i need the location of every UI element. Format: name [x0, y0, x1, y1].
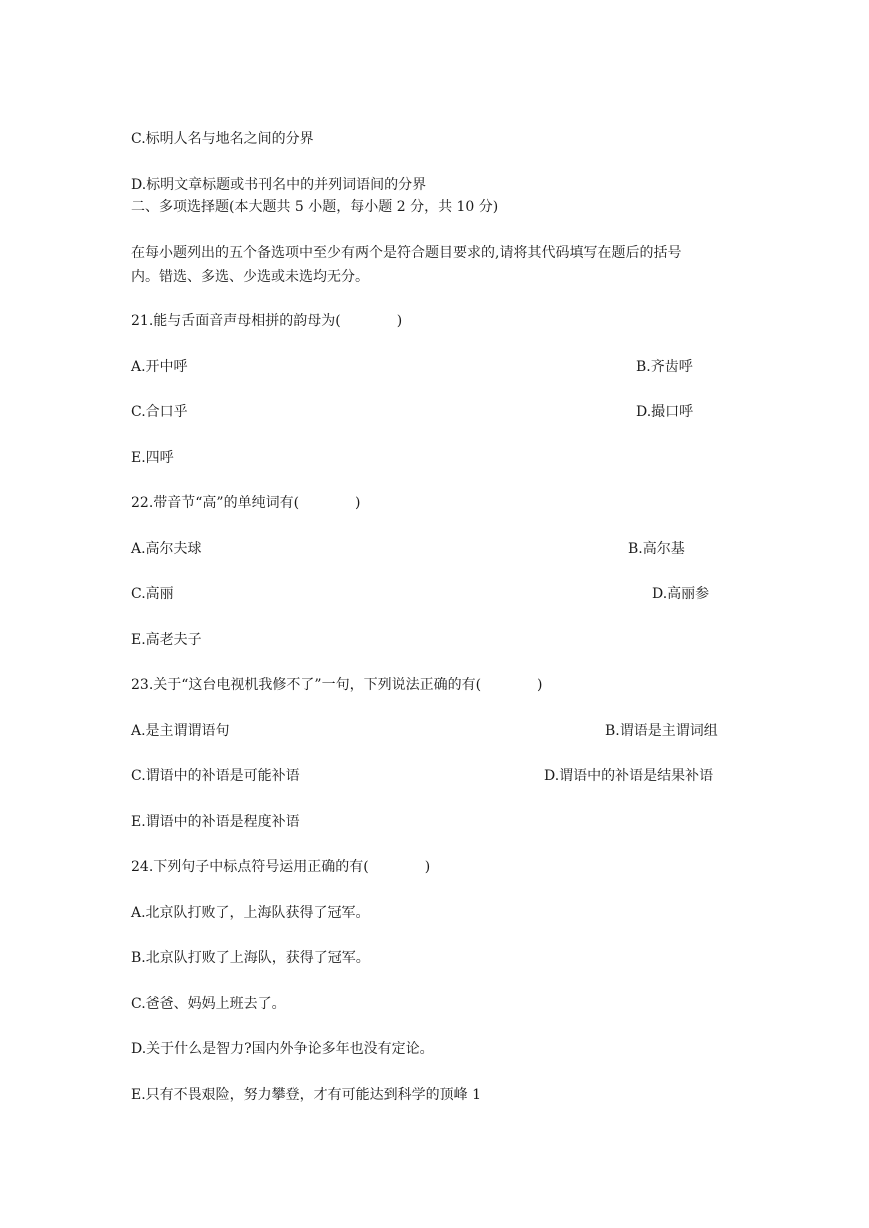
- question-24-stem: 24.下列句子中标点符号运用正确的有( ): [131, 859, 431, 875]
- question-22-option-d: D.高丽参: [652, 586, 710, 602]
- option-c-previous: C.标明人名与地名之间的分界: [131, 131, 314, 147]
- question-22-option-e: E.高老夫子: [131, 632, 202, 648]
- question-23-option-e: E.谓语中的补语是程度补语: [131, 814, 300, 830]
- question-22-option-a: A.高尔夫球: [131, 541, 202, 557]
- question-23-stem: 23.关于“这台电视机我修不了”一句，下列说法正确的有( ): [131, 677, 543, 693]
- section-heading: 二、多项选择题(本大题共 5 小题，每小题 2 分，共 10 分): [131, 199, 499, 215]
- question-21-option-e: E.四呼: [131, 450, 174, 466]
- question-23-option-b: B.谓语是主谓词组: [605, 723, 718, 739]
- question-24-option-a: A.北京队打败了，上海队获得了冠军。: [131, 905, 370, 921]
- question-24-option-b: B.北京队打败了上海队，获得了冠军。: [131, 950, 370, 966]
- option-d-previous: D.标明文章标题或书刊名中的并列词语间的分界: [131, 177, 427, 193]
- question-21-option-a: A.开中呼: [131, 359, 188, 375]
- question-21-option-c: C.合口乎: [131, 404, 188, 420]
- question-21-option-d: D.撮口呼: [636, 404, 694, 420]
- question-24-option-c: C.爸爸、妈妈上班去了。: [131, 996, 286, 1012]
- question-22-stem: 22.带音节“高”的单纯词有( ): [131, 495, 361, 511]
- question-21-option-b: B.齐齿呼: [636, 359, 693, 375]
- question-23-option-c: C.谓语中的补语是可能补语: [131, 768, 300, 784]
- instructions-line-2: 内。错选、多选、少选或未选均无分。: [131, 269, 369, 285]
- question-21-stem: 21.能与舌面音声母相拼的韵母为( ): [131, 313, 403, 329]
- instructions-line-1: 在每小题列出的五个备选项中至少有两个是符合题目要求的,请将其代码填写在题后的括号: [131, 245, 682, 261]
- question-22-option-c: C.高丽: [131, 586, 174, 602]
- question-24-option-e: E.只有不畏艰险，努力攀登，才有可能达到科学的顶峰 1: [131, 1087, 482, 1103]
- question-24-option-d: D.关于什么是智力?国内外争论多年也没有定论。: [131, 1041, 434, 1057]
- question-23-option-a: A.是主谓谓语句: [131, 723, 230, 739]
- question-23-option-d: D.谓语中的补语是结果补语: [544, 768, 714, 784]
- question-22-option-b: B.高尔基: [628, 541, 685, 557]
